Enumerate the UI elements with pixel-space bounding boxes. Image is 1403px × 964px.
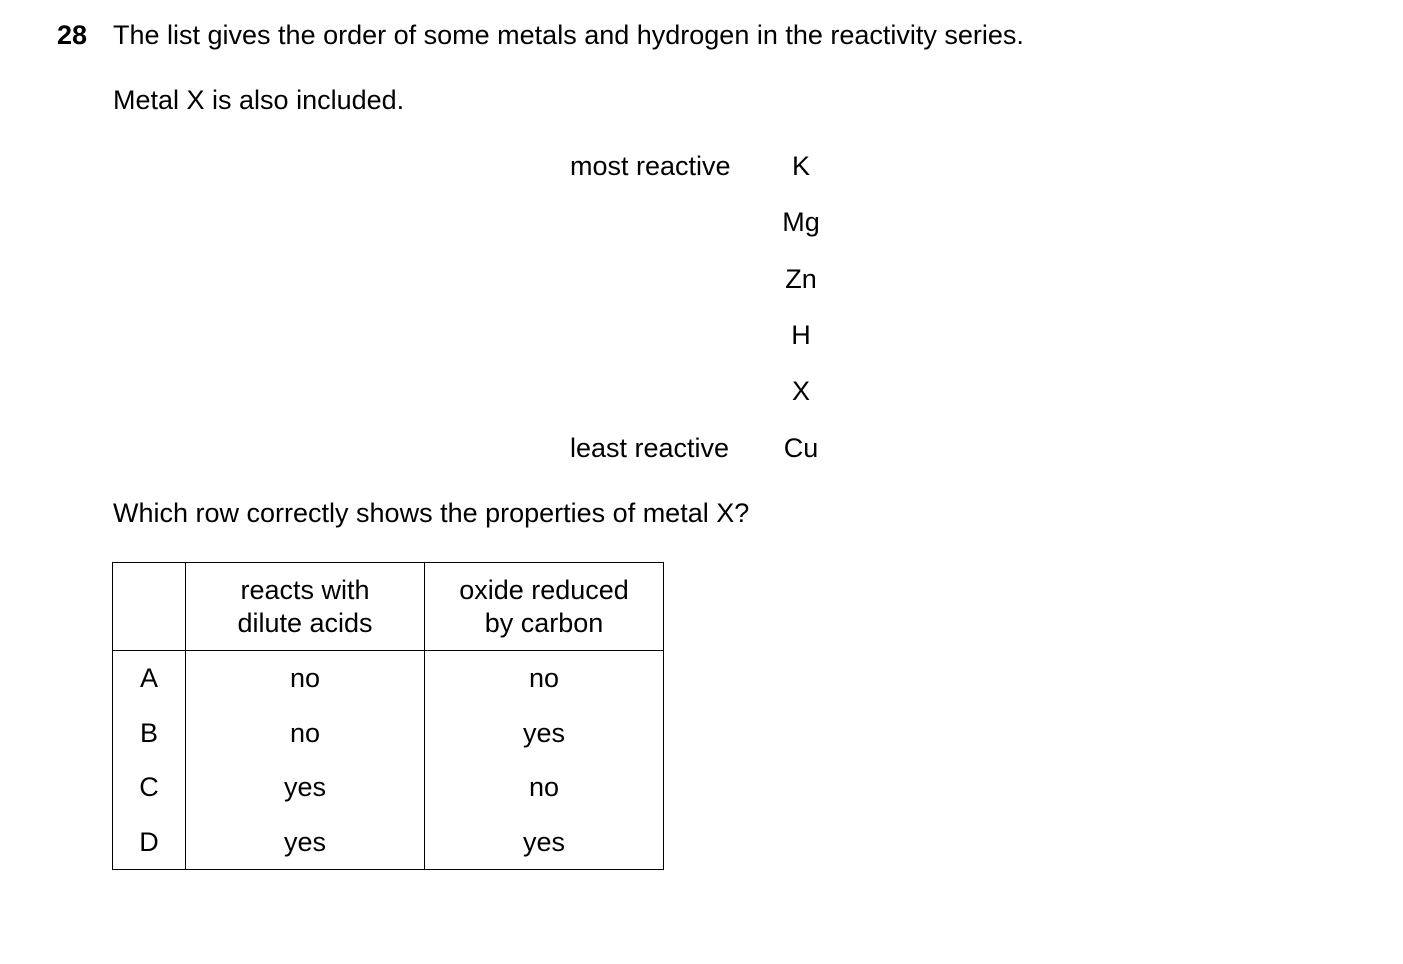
- most-reactive-label: most reactive: [570, 151, 731, 181]
- reduced-cell: yes: [425, 815, 664, 870]
- series-item-x: X: [791, 376, 810, 406]
- reacts-cell: yes: [186, 815, 425, 870]
- header-reacts-with-dilute-acids: [186, 563, 425, 651]
- header-line: reacts with: [240, 574, 370, 605]
- question-note: Metal X is also included.: [113, 85, 405, 115]
- question-prompt: Which row correctly shows the properties of metal X?: [113, 498, 750, 528]
- question-number: 28: [57, 20, 88, 50]
- table-row: [113, 815, 664, 870]
- series-item-zn: Zn: [785, 264, 817, 294]
- least-reactive-label: least reactive: [570, 433, 730, 463]
- series-item-mg: Mg: [782, 207, 820, 237]
- question-intro: The list gives the order of some metals and hydrogen in the reactivity series.: [113, 20, 1024, 50]
- series-item-cu: Cu: [783, 433, 819, 463]
- reduced-cell: no: [425, 760, 664, 815]
- series-item-h: H: [791, 320, 811, 350]
- reacts-cell: no: [186, 706, 425, 761]
- option-label: B: [113, 706, 186, 761]
- reacts-cell: no: [186, 651, 425, 706]
- header-line: by carbon: [484, 607, 604, 638]
- reduced-cell: no: [425, 651, 664, 706]
- reacts-cell: yes: [186, 760, 425, 815]
- header-oxide-reduced-by-carbon: [425, 563, 664, 651]
- header-line: oxide reduced: [459, 574, 629, 605]
- option-label: C: [113, 760, 186, 815]
- header-empty-cell: [113, 563, 186, 651]
- reduced-cell: yes: [425, 706, 664, 761]
- table-row: [113, 706, 664, 761]
- table-row: [113, 651, 664, 706]
- series-item-k: K: [791, 151, 810, 181]
- table-row: [113, 760, 664, 815]
- header-line: dilute acids: [237, 607, 373, 638]
- option-label: D: [113, 815, 186, 870]
- table-header-row: [113, 563, 664, 651]
- properties-table: [112, 562, 664, 870]
- option-label: A: [113, 651, 186, 706]
